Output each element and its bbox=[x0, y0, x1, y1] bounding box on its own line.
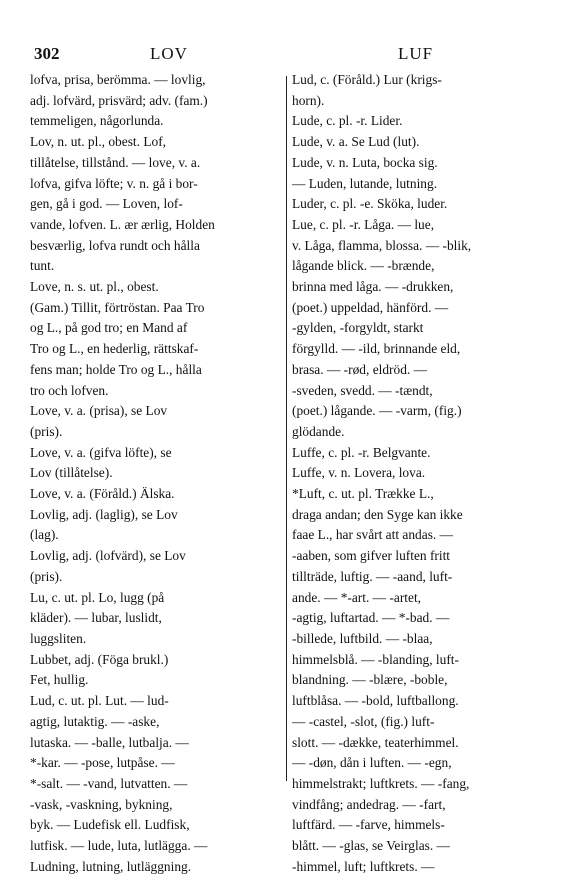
left-column bbox=[30, 70, 278, 877]
text-line: kläder). — lubar, luslidt, bbox=[30, 610, 162, 626]
text-line: -agtig, luftartad. — *-bad. — bbox=[292, 610, 450, 626]
text-line: förgylld. — -ild, brinnande eld, bbox=[292, 341, 461, 357]
text-line: Lovlig, adj. (lofvärd), se Lov bbox=[30, 548, 186, 564]
text-line: — Luden, lutande, lutning. bbox=[292, 175, 438, 191]
text-line: byk. — Ludefisk ell. Ludfisk, bbox=[30, 817, 190, 833]
text-line: ande. — *-art. — -artet, bbox=[292, 589, 422, 605]
column-divider bbox=[286, 76, 287, 781]
page-number: 302 bbox=[34, 44, 60, 63]
text-line: Luffe, v. n. Lovera, lova. bbox=[292, 465, 426, 481]
right-guide-word: LUF bbox=[398, 44, 434, 63]
text-line: -aaben, som gifver luften fritt bbox=[292, 548, 451, 564]
text-line: lofva, gifva löfte; v. n. gå i bor- bbox=[30, 175, 198, 191]
text-line: Love, v. a. (gifva löfte), se bbox=[30, 444, 172, 460]
text-line: Luder, c. pl. -e. Sköka, luder. bbox=[292, 196, 448, 212]
two-column-body bbox=[30, 70, 546, 877]
text-line: himmelsblå. — -blanding, luft- bbox=[292, 651, 459, 667]
text-line: Love, v. a. (Föråld.) Älska. bbox=[30, 486, 175, 502]
text-line: (Gam.) Tillit, förtröstan. Paa Tro bbox=[30, 299, 205, 315]
text-line: Lu, c. ut. pl. Lo, lugg (på bbox=[30, 589, 165, 605]
text-line: blandning. — -blære, -boble, bbox=[292, 672, 448, 688]
text-line: (poet.) uppeldad, hänförd. — bbox=[292, 299, 449, 315]
text-line: lutfisk. — lude, luta, lutlägga. — bbox=[30, 838, 208, 854]
text-line: besværlig, lofva rundt och hålla bbox=[30, 237, 200, 253]
text-line: luftblåsa. — -bold, luftballong. bbox=[292, 693, 459, 709]
text-line: tillåtelse, tillstånd. — love, v. a. bbox=[30, 154, 201, 170]
text-line: -himmel, luft; luftkrets. — bbox=[292, 858, 435, 874]
text-line: v. Låga, flamma, blossa. — -blik, bbox=[292, 237, 472, 253]
text-line: Lov (tillåtelse). bbox=[30, 465, 113, 481]
text-line: -billede, luftbild. — -blaa, bbox=[292, 630, 433, 646]
text-line: vande, lofven. L. ær ærlig, Holden bbox=[30, 216, 215, 232]
text-line: — -døn, dån i luften. — -egn, bbox=[292, 755, 452, 771]
text-line: faae L., har svårt att andas. — bbox=[292, 527, 453, 543]
text-line: luggsliten. bbox=[30, 630, 87, 646]
text-line: og L., på god tro; en Mand af bbox=[30, 320, 188, 336]
text-line: tunt. bbox=[30, 258, 55, 274]
text-line: *Luft, c. ut. pl. Trække L., bbox=[292, 486, 434, 502]
text-line: slott. — -dække, teaterhimmel. bbox=[292, 734, 459, 750]
text-line: *-salt. — -vand, lutvatten. — bbox=[30, 775, 188, 791]
text-line: brinna med låga. — -drukken, bbox=[292, 279, 454, 295]
left-guide-word: LOV bbox=[150, 44, 188, 63]
running-header bbox=[30, 44, 546, 70]
text-line: Ludning, lutning, lutläggning. bbox=[30, 858, 192, 874]
text-line: luftfärd. — -farve, himmels- bbox=[292, 817, 445, 833]
text-line: (pris). bbox=[30, 568, 63, 584]
right-column bbox=[292, 70, 540, 877]
text-line: Love, v. a. (prisa), se Lov bbox=[30, 403, 168, 419]
text-line: fens man; holde Tro og L., hålla bbox=[30, 361, 202, 377]
text-line: lofva, prisa, berömma. — lovlig, bbox=[30, 72, 206, 87]
text-line: -gylden, -forgyldt, starkt bbox=[292, 320, 424, 336]
text-line: vindfång; andedrag. — -fart, bbox=[292, 796, 446, 812]
text-line: Luffe, c. pl. -r. Belgvante. bbox=[292, 444, 431, 460]
text-line: lågande blick. — -brænde, bbox=[292, 258, 435, 274]
text-line: Fet, hullig. bbox=[30, 672, 89, 688]
text-line: glödande. bbox=[292, 423, 345, 439]
text-line: Lud, c. ut. pl. Lut. — lud- bbox=[30, 693, 169, 709]
text-line: himmelstrakt; luftkrets. — -fang, bbox=[292, 775, 470, 791]
text-line: blått. — -glas, se Veirglas. — bbox=[292, 838, 450, 854]
text-line: Lude, c. pl. -r. Lider. bbox=[292, 113, 403, 129]
text-line: Lue, c. pl. -r. Låga. — lue, bbox=[292, 216, 435, 232]
text-line: Lovlig, adj. (laglig), se Lov bbox=[30, 506, 178, 522]
text-line: Lude, v. a. Se Lud (lut). bbox=[292, 134, 420, 150]
text-line: *-kar. — -pose, lutpåse. — bbox=[30, 755, 175, 771]
text-line: (pris). bbox=[30, 423, 63, 439]
text-line: Love, n. s. ut. pl., obest. bbox=[30, 279, 159, 295]
text-line: Lude, v. n. Luta, bocka sig. bbox=[292, 154, 438, 170]
text-line: (lag). bbox=[30, 527, 59, 543]
text-line: horn). bbox=[292, 92, 325, 108]
text-line: (poet.) lågande. — -varm, (fig.) bbox=[292, 403, 462, 419]
text-line: Lubbet, adj. (Föga brukl.) bbox=[30, 651, 169, 667]
text-line: Lov, n. ut. pl., obest. Lof, bbox=[30, 134, 166, 150]
text-line: gen, gå i god. — Loven, lof- bbox=[30, 196, 183, 212]
text-line: — -castel, -slot, (fig.) luft- bbox=[292, 713, 435, 729]
text-line: -vask, -vaskning, bykning, bbox=[30, 796, 173, 812]
text-line: temmeligen, någorlunda. bbox=[30, 113, 164, 129]
text-line: tro och lofven. bbox=[30, 382, 109, 398]
text-line: tillträde, luftig. — -aand, luft- bbox=[292, 568, 453, 584]
text-line: -sveden, svedd. — -tændt, bbox=[292, 382, 433, 398]
text-line: lutaska. — -balle, lutbalja. — bbox=[30, 734, 189, 750]
text-line: Tro og L., en hederlig, rättskaf- bbox=[30, 341, 199, 357]
text-line: adj. lofvärd, prisvärd; adv. (fam.) bbox=[30, 92, 208, 108]
text-line: brasa. — -rød, eldröd. — bbox=[292, 361, 427, 377]
text-line: Lud, c. (Föråld.) Lur (krigs- bbox=[292, 72, 442, 87]
text-line: draga andan; den Syge kan ikke bbox=[292, 506, 463, 522]
text-line: agtig, lutaktig. — -aske, bbox=[30, 713, 160, 729]
